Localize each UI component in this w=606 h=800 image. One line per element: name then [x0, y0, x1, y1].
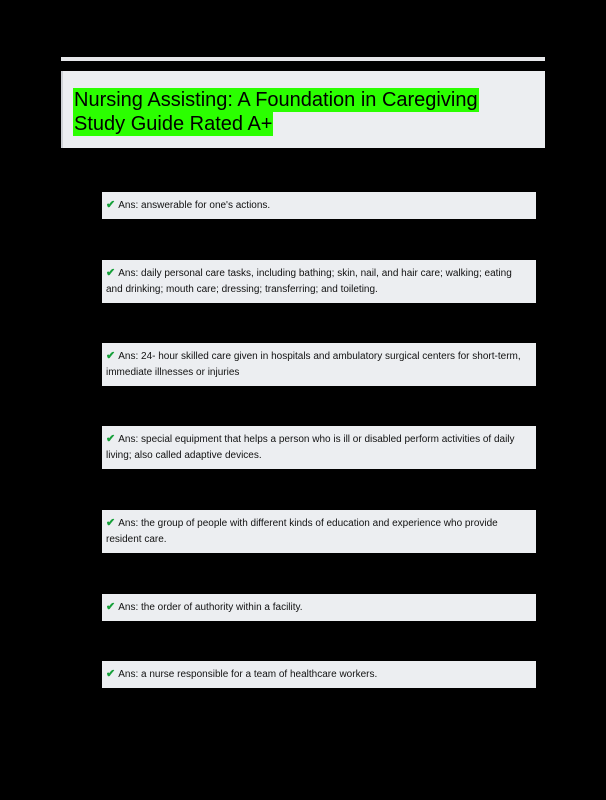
check-icon: ✔	[106, 517, 116, 529]
check-icon: ✔	[106, 668, 116, 680]
check-icon: ✔	[106, 433, 116, 445]
answer-box-2	[102, 260, 536, 303]
answer-text: Ans: answerable for one's actions.	[118, 200, 271, 211]
page-title-line-1: Nursing Assisting: A Foundation in Caregiving	[74, 89, 478, 111]
answer-text: Ans: the order of authority within a facility.	[118, 602, 303, 613]
check-icon: ✔	[106, 267, 116, 279]
answer-box-6	[102, 594, 536, 621]
check-icon: ✔	[106, 350, 116, 362]
answer-text: Ans: daily personal care tasks, including bathing; skin, nail, and hair care; walking; eating and drinking; mouth care; dressing; transferring; and toileting.	[106, 268, 512, 295]
title-box	[61, 71, 545, 148]
top-divider	[61, 57, 545, 61]
answer-box-1	[102, 192, 536, 219]
answer-box-4	[102, 426, 536, 469]
page-title-line-2: Study Guide Rated A+	[74, 113, 273, 135]
answer-text: Ans: special equipment that helps a person who is ill or disabled perform activities of daily living; also called adaptive devices.	[106, 434, 515, 461]
check-icon: ✔	[106, 199, 116, 211]
answer-text: Ans: 24- hour skilled care given in hospitals and ambulatory surgical centers for short-term, immediate illnesses or injuries	[106, 351, 521, 378]
answer-box-3	[102, 343, 536, 386]
answer-box-7	[102, 661, 536, 688]
answer-box-5	[102, 510, 536, 553]
check-icon: ✔	[106, 601, 116, 613]
answer-text: Ans: a nurse responsible for a team of healthcare workers.	[118, 669, 378, 680]
answer-text: Ans: the group of people with different kinds of education and experience who provide resident care.	[106, 518, 498, 545]
